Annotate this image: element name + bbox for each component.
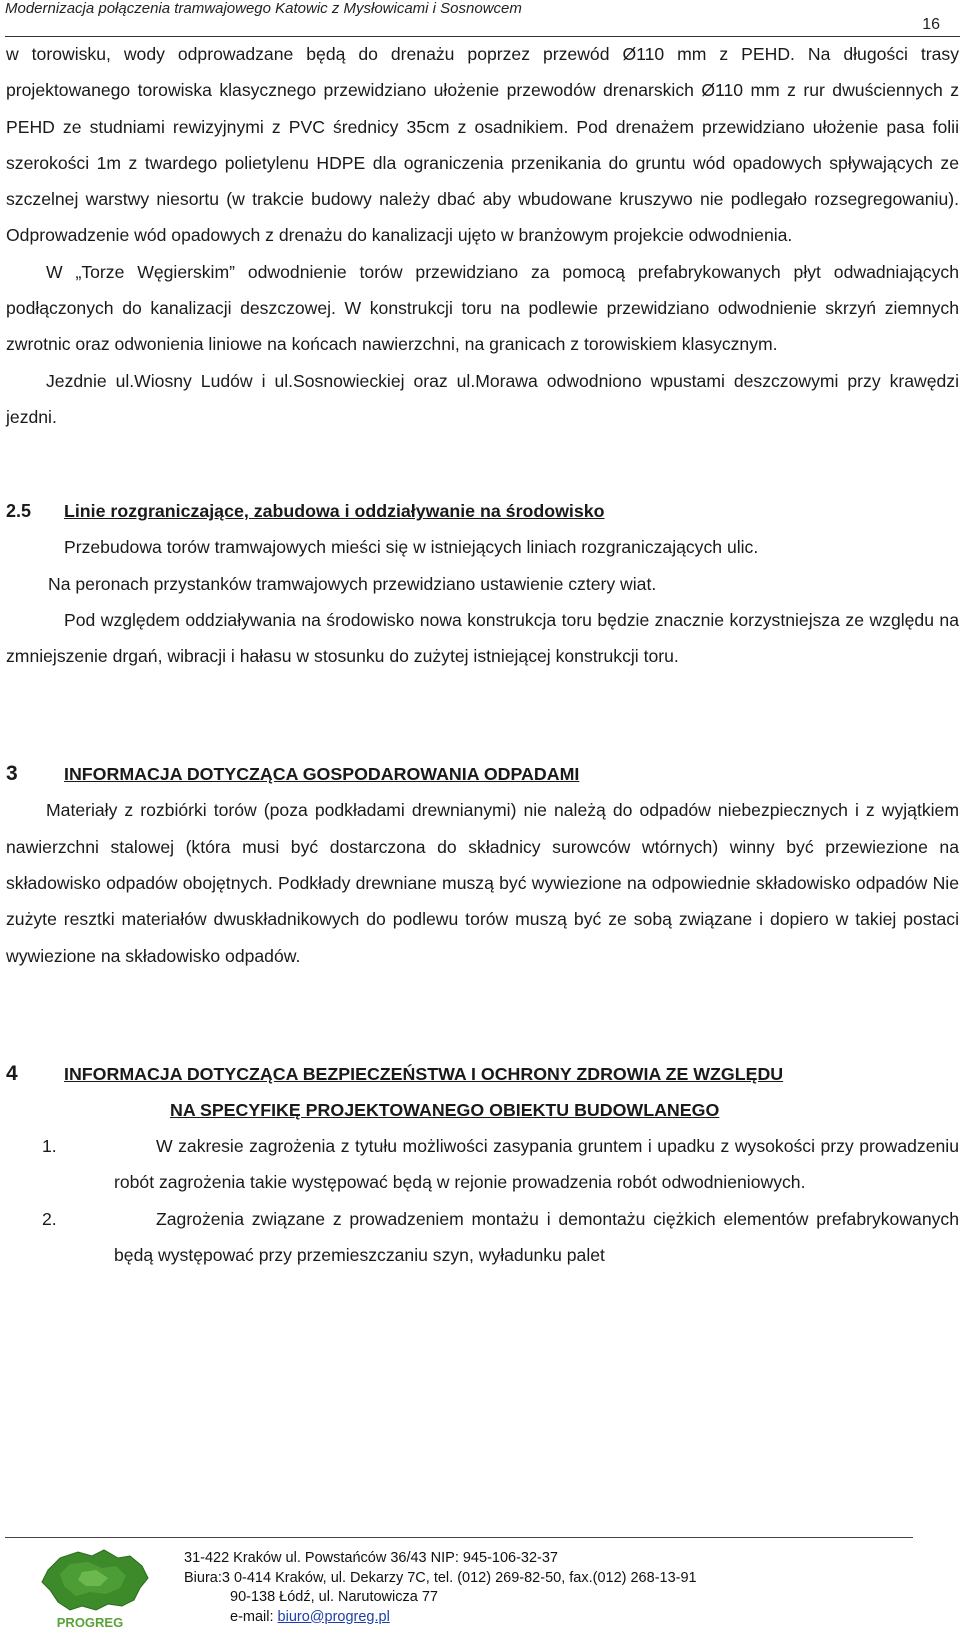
section-title-continued: NA SPECYFIKĘ PROJEKTOWANEGO OBIEKTU BUDOWLANEGO: [170, 1099, 720, 1120]
paragraph-waste: Materiały z rozbiórki torów (poza podkładami drewnianymi) nie należą do odpadów niebezpiecznych i z wyjątkiem nawierzchni stalowej (która musi być dostarczona do składnicy surowców wtórnych) winny być przewiezione na składowisko odpadów obojętnych. Podkłady drewniane muszą być wywiezione na odpowiednie składowisko odpadów Nie zużyte resztki materiałów dwuskładnikowych do podlewu torów muszą być ze sobą związane i dopiero w takiej postaci wywiezione na składowisko odpadów.: [6, 800, 959, 966]
section-title: INFORMACJA DOTYCZĄCA GOSPODAROWANIA ODPADAMI: [64, 764, 580, 785]
email-label: e-mail:: [230, 1608, 278, 1625]
list-item: [6, 1128, 959, 1201]
section-number: 3: [6, 762, 18, 786]
document-body: [6, 36, 959, 1273]
section-3-heading: [6, 756, 959, 792]
footer-email-line: [184, 1608, 697, 1628]
document-title: Modernizacja połączenia tramwajowego Katowic z Mysłowicami i Sosnowcem: [5, 0, 522, 17]
paragraph-shelters: Na peronach przystanków tramwajowych przewidziano ustawienie cztery wiat.: [48, 573, 657, 594]
logo-text: PROGREG: [56, 1615, 124, 1630]
paragraph-environment: Pod względem oddziaływania na środowisko nowa konstrukcja toru będzie znacznie korzystniejsza ze względu na zmniejszenie drgań, wibracji i hałasu w stosunku do zużytej istniejącej konstrukcji toru.: [6, 609, 959, 667]
footer-address-main: 31-422 Kraków ul. Powstańców 36/43 NIP: 945-106-32-37: [184, 1550, 558, 1566]
page-footer: [184, 1549, 697, 1627]
paragraph-roadways: Jezdnie ul.Wiosny Ludów i ul.Sosnowieckiej oraz ul.Morawa odwodniono wpustami deszczowymi przy krawędzi jezdni.: [6, 370, 959, 427]
section-title: Linie rozgraniczające, zabudowa i oddziaływanie na środowisko: [64, 501, 605, 522]
list-item: [6, 1201, 959, 1274]
email-link[interactable]: biuro@progreg.pl: [277, 1608, 390, 1625]
section-number: 2.5: [6, 501, 32, 522]
footer-address-lodz: 90-138 Łódź, ul. Narutowicza 77: [230, 1589, 438, 1605]
footer-divider: [5, 1537, 913, 1538]
list-item-text: W zakresie zagrożenia z tytułu możliwości zasypania gruntem i upadku z wysokości przy prowadzeniu robót zagrożenia takie występować będą w rejonie prowadzenia robót odwodnieniowych.: [114, 1135, 959, 1193]
section-2-5-heading: [6, 493, 959, 529]
section-4-heading: [6, 1056, 959, 1092]
section-number: 4: [6, 1061, 18, 1085]
footer-address-offices: Biura:3 0-414 Kraków, ul. Dekarzy 7C, tel. (012) 269-82-50, fax.(012) 268-13-91: [184, 1569, 697, 1586]
list-item-text: Zagrożenia związane z prowadzeniem montażu i demontażu ciężkich elementów prefabrykowanych będą występować przy przemieszczaniu szyn, wyładunku palet: [114, 1208, 959, 1265]
page-number: 16: [922, 16, 940, 33]
paragraph-drainage: w torowisku, wody odprowadzane będą do drenażu poprzez przewód Ø110 mm z PEHD. Na długości trasy projektowanego torowiska klasycznego przewidziano ułożenie przewodów drenarskich Ø110 mm z rur dwuściennych z PEHD ze studniami rewizyjnymi z PVC średnicy 35cm z osadnikiem. Pod drenażem przewidziano ułożenie pasa folii szerokości 1m z twardego polietylenu HDPE dla ograniczenia przenikania do gruntu wód opadowych spływających ze szczelnej warstwy niesortu (w trakcie budowy należy dbać aby wbudowane kruszywo nie podlegało rozsegregowaniu). Odprowadzenie wód opadowych z drenażu do kanalizacji ujęto w branżowym projekcie odwodnienia.: [6, 44, 959, 246]
section-title: INFORMACJA DOTYCZĄCA BEZPIECZEŃSTWA I OCHRONY ZDROWIA ZE WZGLĘDU: [64, 1063, 784, 1084]
list-item-number: 2.: [42, 1208, 57, 1229]
list-item-number: 1.: [42, 1135, 57, 1156]
progreg-logo: [30, 1548, 160, 1630]
paragraph-hungarian-track: W „Torze Węgierskim” odwodnienie torów przewidziano za pomocą prefabrykowanych płyt odwadniających podłączonych do kanalizacji deszczowej. W konstrukcji toru na podlewie przewidziano odwodnienie skrzyń ziemnych zwrotnic oraz odwonienia liniowe na końcach nawierzchni, na granicach z torowiskiem klasycznym.: [6, 261, 959, 355]
paragraph-tram-reconstruction: Przebudowa torów tramwajowych mieści się w istniejących liniach rozgraniczających ulic.: [64, 537, 759, 558]
